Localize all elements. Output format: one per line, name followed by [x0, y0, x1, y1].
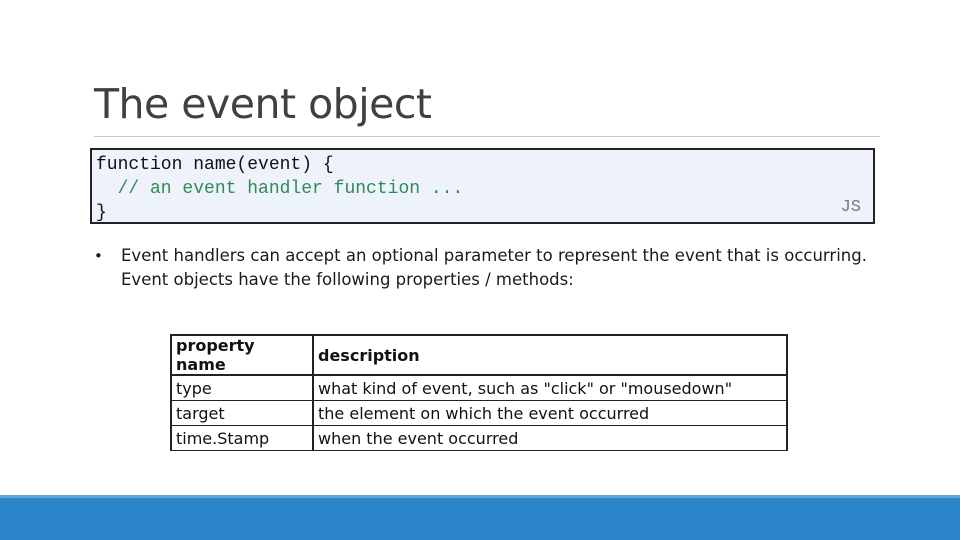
bullet-text: Event handlers can accept an optional parameter to represent the event that is occurring. Event objects have the following properties / methods: [121, 246, 867, 289]
code-block [90, 148, 875, 224]
slide-title: The event object [94, 80, 432, 128]
code-line-1: function name(event) { [96, 155, 334, 175]
cell-property: type [171, 375, 313, 401]
title-divider [94, 136, 880, 137]
header-property-name: property name [171, 335, 313, 375]
footer-bar [0, 498, 960, 540]
bullet-item [94, 244, 874, 292]
cell-description: the element on which the event occurred [313, 401, 787, 426]
cell-description: when the event occurred [313, 426, 787, 451]
header-description: description [313, 335, 787, 375]
bullet-dot-icon: • [94, 247, 103, 265]
cell-property: time.Stamp [171, 426, 313, 451]
table-row [171, 375, 787, 401]
table-row [171, 401, 787, 426]
cell-property: target [171, 401, 313, 426]
code-line-3: } [96, 203, 107, 223]
properties-table [170, 334, 788, 451]
table-header-row [171, 335, 787, 375]
code-line-2: // an event handler function ... [96, 179, 464, 199]
cell-description: what kind of event, such as "click" or "mousedown" [313, 375, 787, 401]
language-tag: JS [840, 198, 861, 217]
table-row [171, 426, 787, 451]
